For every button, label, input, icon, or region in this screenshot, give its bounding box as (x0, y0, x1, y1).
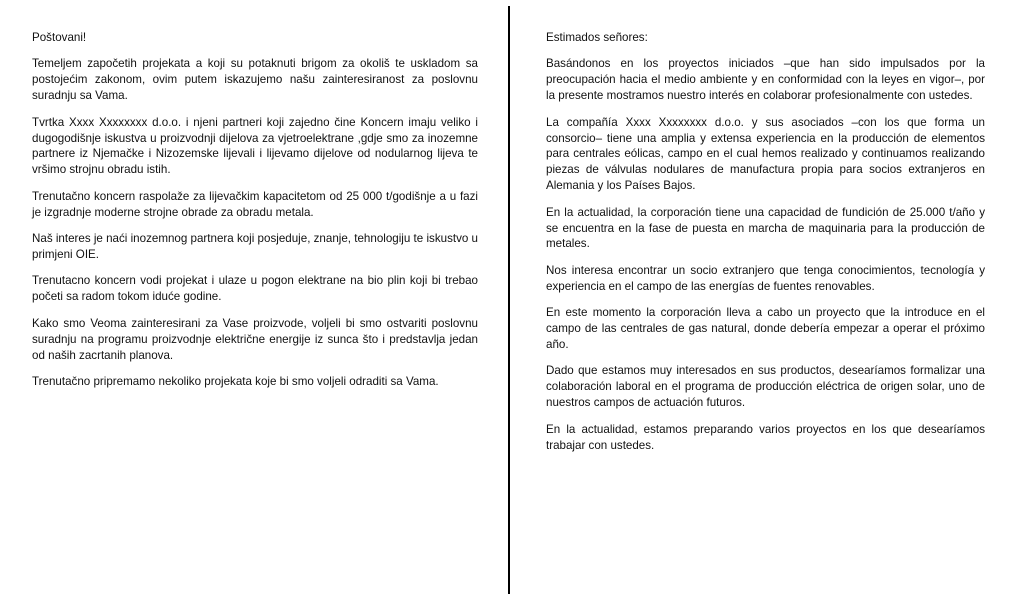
croatian-paragraph-1: Temeljem započetih projekata a koji su potaknuti brigom za okoliš te uskladom sa postojećim zakonom, ovim putem iskazujemo našu zainteresiranost za poslovnu suradnju sa Vama. (32, 57, 478, 103)
croatian-paragraph-2: Tvrtka Xxxx Xxxxxxxx d.o.o. i njeni partneri koji zajedno čine Koncern imaju veliko i dugogodišnje iskustva u proizvodnji dijelova za vjetroelektrane ,gdje smo za inozemne partnere iz Njemačke i Nizozemske lijevali i lijevamo dijelove od nodularnog lijeva te vršimo strojnu obradu istih. (32, 115, 478, 177)
spanish-paragraph-5: En este momento la corporación lleva a cabo un proyecto que la introduce en el campo de las centrales de gas natural, donde debería empezar a operar el próximo año. (546, 306, 985, 351)
spanish-paragraph-7: En la actualidad, estamos preparando varios proyectos en los que desearíamos trabajar con ustedes. (546, 422, 985, 452)
spanish-paragraph-6: Dado que estamos muy interesados en sus productos, desearíamos formalizar una colaboración laboral en el programa de producción eléctrica de origen solar, uno de nuestros campos de actuación futuros. (546, 364, 985, 410)
croatian-letter-column (32, 30, 478, 400)
croatian-greeting: Poštovani! (32, 31, 87, 44)
croatian-paragraph-5: Trenutacno koncern vodi projekat i ulaze u pogon elektrane na bio plin koji bi trebao početi sa radom tokom iduće godine. (32, 274, 478, 304)
column-divider (508, 6, 510, 594)
spanish-paragraph-2: La compañía Xxxx Xxxxxxxx d.o.o. y sus asociados –con los que forma un consorcio– tiene una amplia y extensa experiencia en la producción de elementos para centrales eólicas, campo en el cual hemos realizado y continuamos realizando piezas de válvulas nodulares de manufactura propia para socios extranjeros en Alemania y los Países Bajos. (546, 115, 985, 193)
spanish-letter-column (546, 30, 985, 464)
spanish-paragraph-1: Basándonos en los proyectos iniciados –que han sido impulsados por la preocupación hacia el medio ambiente y en conformidad con la leyes en vigor–, por la presente mostramos nuestro interés en colaborar profesionalmente con ustedes. (546, 57, 985, 103)
croatian-paragraph-4: Naš interes je naći inozemnog partnera koji posjeduje, znanje, tehnologiju te iskustvo u primjeni OIE. (32, 232, 478, 261)
spanish-greeting: Estimados señores: (546, 31, 648, 44)
spanish-paragraph-3: En la actualidad, la corporación tiene una capacidad de fundición de 25.000 t/año y se encuentra en la fase de puesta en marcha de maquinaria para la producción de metales. (546, 205, 985, 251)
croatian-paragraph-3: Trenutačno koncern raspolaže za lijevačkim kapacitetom od 25 000 t/godišnje a u fazi je izgradnje moderne strojne obrade za obradu metala. (32, 189, 478, 219)
croatian-paragraph-7: Trenutačno pripremamo nekoliko projekata koje bi smo voljeli odraditi sa Vama. (32, 374, 439, 388)
croatian-paragraph-6: Kako smo Veoma zainteresirani za Vase proizvode, voljeli bi smo ostvariti poslovnu suradnju na programu proizvodnje električne energije iz sunca što i predstavlja jedan od naših zacrtanih planova. (32, 316, 478, 362)
spanish-paragraph-4: Nos interesa encontrar un socio extranjero que tenga conocimientos, tecnología y experiencia en el campo de las energías de fuentes renovables. (546, 263, 985, 293)
